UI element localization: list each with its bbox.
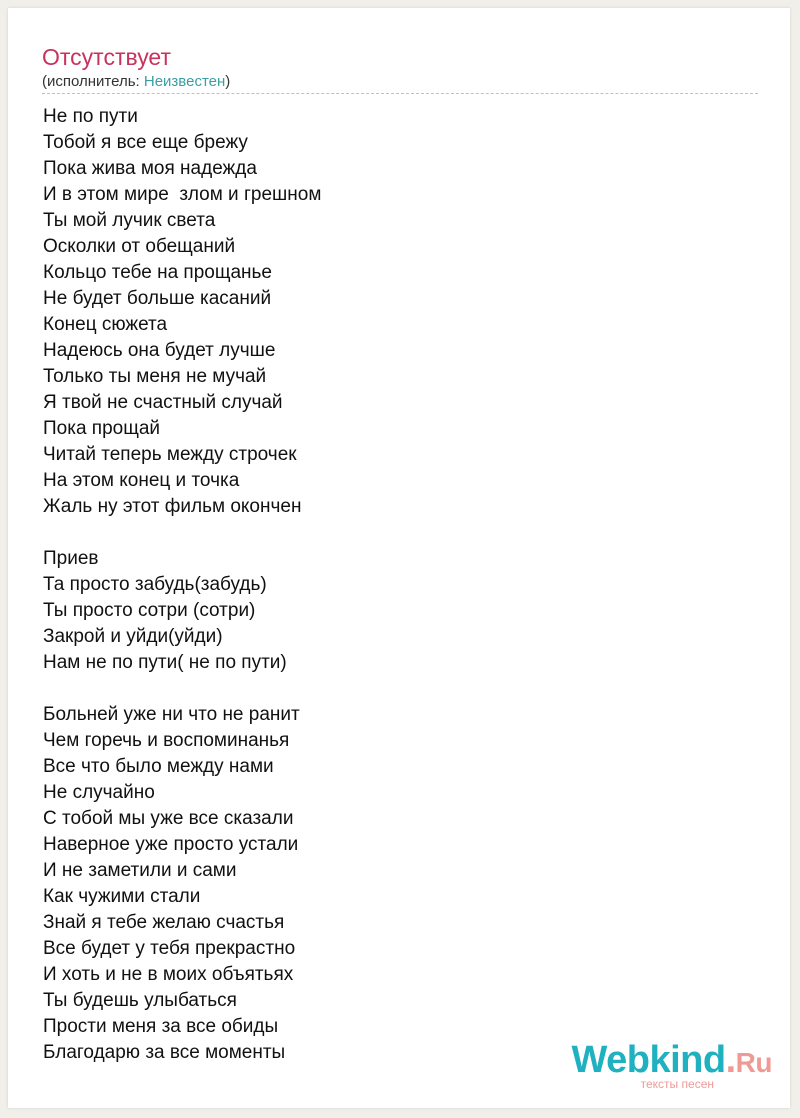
- lyric-blank-line: [43, 676, 743, 702]
- song-title: Отсутствует: [42, 44, 171, 70]
- watermark-tagline: тексты песен: [640, 1077, 714, 1091]
- lyric-line: Та просто забудь(забудь): [43, 574, 267, 595]
- watermark-brand: Webkind: [571, 1039, 726, 1081]
- lyric-line: На этом конец и точка: [43, 470, 240, 491]
- lyric-line: И хоть и не в моих объятьях: [43, 964, 294, 985]
- lyric-line: Я твой не счастный случай: [43, 392, 283, 413]
- lyric-line: Приев: [43, 548, 99, 569]
- lyric-line: Не случайно: [43, 782, 155, 803]
- lyric-line: Все будет у тебя прекрастно: [43, 938, 296, 959]
- lyric-line: Осколки от обещаний: [43, 236, 236, 257]
- lyric-line: Знай я тебе желаю счастья: [43, 912, 285, 933]
- lyric-line: Чем горечь и воспоминанья: [43, 730, 290, 751]
- watermark-dot: .: [725, 1039, 736, 1081]
- title-divider: [42, 93, 758, 94]
- lyric-line: Читай теперь между строчек: [43, 444, 297, 465]
- lyric-line: Только ты меня не мучай: [43, 366, 267, 387]
- webkind-watermark: [571, 1041, 772, 1090]
- lyric-line: Наверное уже просто устали: [43, 834, 299, 855]
- lyric-line: Ты просто сотри (сотри): [43, 600, 256, 621]
- lyric-line: Не будет больше касаний: [43, 288, 272, 309]
- lyric-line: Ты будешь улыбаться: [43, 990, 237, 1011]
- lyrics-sheet: [8, 8, 790, 1108]
- lyric-line: Как чужими стали: [43, 886, 201, 907]
- watermark-logo: [571, 1041, 772, 1082]
- artist-link[interactable]: Неизвестен: [143, 73, 226, 90]
- lyric-blank-line: [43, 520, 743, 546]
- lyric-line: Благодарю за все моменты: [43, 1042, 286, 1063]
- artist-line: [42, 72, 230, 92]
- lyric-line: Ты мой лучик света: [43, 210, 216, 231]
- artist-prefix: (исполнитель:: [42, 73, 144, 90]
- lyric-line: Конец сюжета: [43, 314, 168, 335]
- lyric-line: Кольцо тебе на прощанье: [43, 262, 272, 283]
- lyric-line: Нам не по пути( не по пути): [43, 652, 287, 673]
- lyrics-body: [43, 104, 743, 1066]
- lyric-line: Пока жива моя надежда: [43, 158, 257, 179]
- lyric-line: С тобой мы уже все сказали: [43, 808, 294, 829]
- lyric-line: И в этом мире злом и грешном: [43, 184, 322, 205]
- lyric-line: Прости меня за все обиды: [43, 1016, 279, 1037]
- lyric-line: Больней уже ни что не ранит: [43, 704, 300, 725]
- artist-suffix: ): [225, 73, 231, 90]
- lyric-line: Не по пути: [43, 106, 138, 127]
- lyric-line: Тобой я все еще брежу: [43, 132, 248, 153]
- lyric-line: Пока прощай: [43, 418, 161, 439]
- lyric-line: Жаль ну этот фильм окончен: [43, 496, 302, 517]
- lyric-line: И не заметили и сами: [43, 860, 237, 881]
- watermark-tld: Ru: [735, 1047, 772, 1078]
- lyric-line: Все что было между нами: [43, 756, 274, 777]
- lyric-line: Надеюсь она будет лучше: [43, 340, 276, 361]
- lyric-line: Закрой и уйди(уйди): [43, 626, 223, 647]
